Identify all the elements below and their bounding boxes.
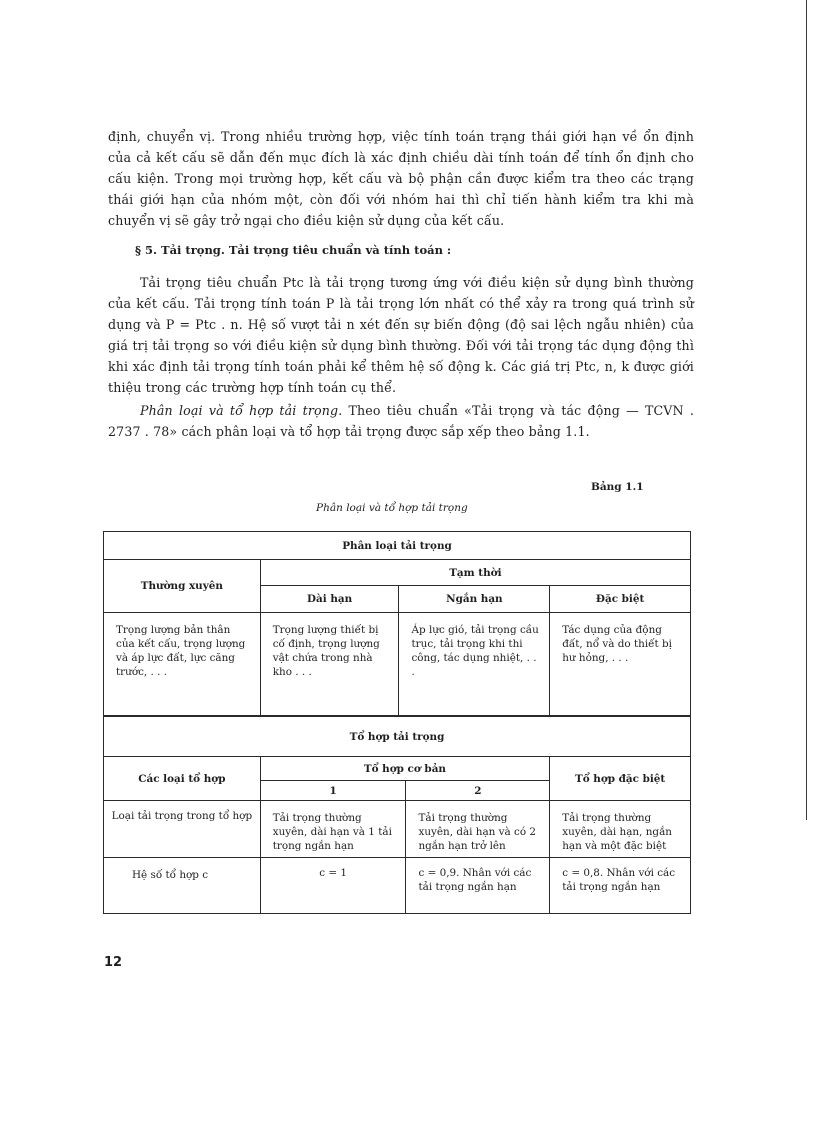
table-label: Bảng 1.1 bbox=[591, 481, 644, 493]
combination-types-header: Các loại tổ hợp bbox=[104, 757, 261, 801]
short-term-header: Ngắn hạn bbox=[399, 586, 550, 613]
table-title-cell: Phân loại tải trọng bbox=[104, 532, 691, 560]
temporary-header: Tạm thời bbox=[260, 560, 690, 586]
long-term-desc: Trọng lượng thiết bị cố định, trọng lượng vật chứa trong nhà kho . . . bbox=[260, 613, 399, 716]
table-caption: Phân loại và tổ hợp tải trọng bbox=[316, 502, 468, 514]
load-combination-table bbox=[103, 716, 691, 914]
coef-basic-2: c = 0,9. Nhân với các tải trọng ngắn hạn bbox=[406, 858, 550, 914]
coef-basic-1: c = 1 bbox=[260, 858, 406, 914]
permanent-desc: Trọng lượng bản thân của kết cấu, trọng lượng và áp lực đất, lực căng trước, . . . bbox=[104, 613, 261, 716]
special-desc: Tác dụng của động đất, nổ và do thiết bị hư hỏng, . . . bbox=[550, 613, 691, 716]
coef-row-label: Hệ số tổ hợp c bbox=[104, 858, 261, 914]
loads-special: Tải trọng thường xuyên, dài hạn, ngắn hạn và một đặc biệt bbox=[550, 801, 691, 858]
loads-basic-1: Tải trọng thường xuyên, dài hạn và 1 tải trọng ngắn hạn bbox=[260, 801, 406, 858]
paragraph-load-definition: Tải trọng tiêu chuẩn Ptc là tải trọng tương ứng với điều kiện sử dụng bình thường của kết cấu. Tải trọng tính toán P là tải trọng lớn nhất có thể xảy ra trong quá trình sử dụng và P = Ptc . n. Hệ số vượt tải n xét đến sự biến động (độ sai lệch ngẫu nhiên) của giá trị tải trọng so với điều kiện sử dụng bình thường. Đối với tải trọng tác dụng động thì khi xác định tải trọng tính toán phải kể thêm hệ số động k. Các giá trị Ptc, n, k được giới thiệu trong các trường hợp tính toán cụ thể. bbox=[108, 275, 694, 395]
special-header: Đặc biệt bbox=[550, 586, 691, 613]
long-term-header: Dài hạn bbox=[260, 586, 399, 613]
scan-edge-line bbox=[806, 0, 807, 820]
basic-col-1: 1 bbox=[260, 781, 406, 801]
paragraph-classification-intro bbox=[108, 400, 694, 442]
paragraph-stability: định, chuyển vị. Trong nhiều trường hợp, việc tính toán trạng thái giới hạn về ổn định của cả kết cấu sẽ dẫn đến mục đích là xác định chiều dài tính toán để tính ổn định cho cấu kiện. Trong mọi trường hợp, kết cấu và bộ phận cần được kiểm tra theo các trạng thái giới hạn của nhóm một, còn đối với nhóm hai thì chỉ tiến hành kiểm tra khi mà chuyển vị sẽ gây trở ngại cho điều kiện sử dụng của kết cấu. bbox=[108, 129, 694, 228]
paragraph-rest: Theo tiêu chuẩn «Tải trọng và tác động — TCVN . 2737 . 78» cách phân loại và tổ hợp tải trọng được sắp xếp theo bảng 1.1. bbox=[108, 403, 694, 439]
loads-row-label: Loại tải trọng trong tổ hợp bbox=[104, 801, 261, 858]
permanent-header: Thường xuyên bbox=[104, 560, 261, 613]
italic-phrase: Phân loại và tổ hợp tải trọng. bbox=[140, 403, 343, 418]
load-classification-table bbox=[103, 531, 691, 716]
section-heading: § 5. Tải trọng. Tải trọng tiêu chuẩn và tính toán : bbox=[135, 243, 452, 257]
special-combination-header: Tổ hợp đặc biệt bbox=[550, 757, 691, 801]
basic-col-2: 2 bbox=[406, 781, 550, 801]
combination-title-cell: Tổ hợp tải trọng bbox=[104, 717, 691, 757]
coef-special: c = 0,8. Nhân với các tải trọng ngắn hạn bbox=[550, 858, 691, 914]
page-number: 12 bbox=[104, 955, 123, 970]
loads-basic-2: Tải trọng thường xuyên, dài hạn và có 2 ngắn hạn trở lên bbox=[406, 801, 550, 858]
short-term-desc: Áp lực gió, tải trọng cầu trục, tải trọng khi thi công, tác dụng nhiệt, . . . bbox=[399, 613, 550, 716]
basic-combination-header: Tổ hợp cơ bản bbox=[260, 757, 550, 781]
